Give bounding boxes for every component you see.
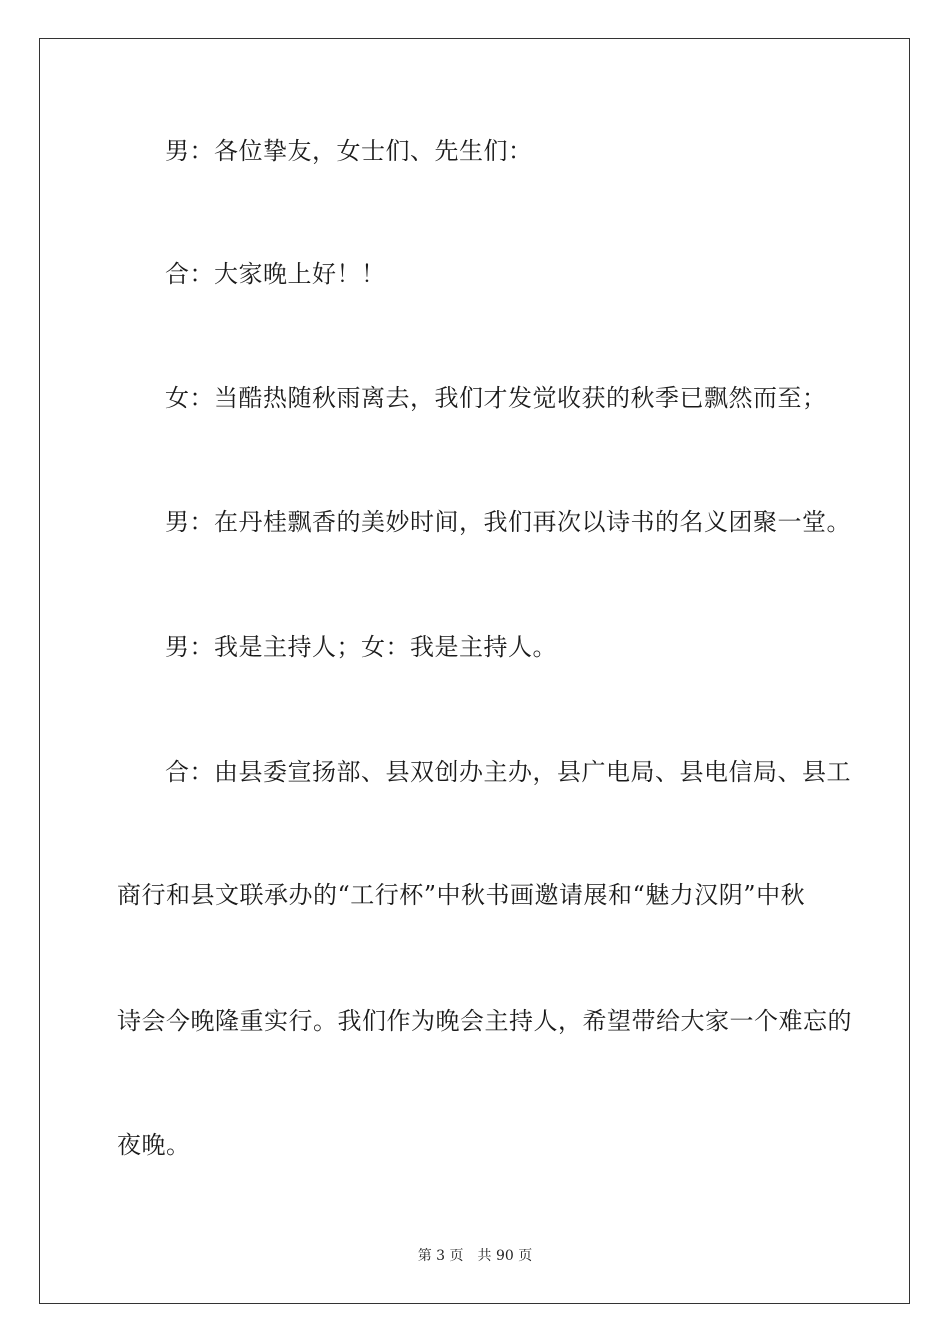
paragraph-line: 男：在丹桂飘香的美妙时间，我们再次以诗书的名义团聚一堂。 xyxy=(165,508,851,536)
page-number-footer: 第 3 页 共 90 页 xyxy=(417,1248,533,1264)
paragraph-line: 女：当酷热随秋雨离去，我们才发觉收获的秋季已飘然而至； xyxy=(165,384,827,412)
paragraph-line: 合：大家晚上好！！ xyxy=(165,260,386,288)
paragraph-line: 诗会今晚隆重实行。我们作为晚会主持人，希望带给大家一个难忘的 xyxy=(117,1007,852,1035)
paragraph-line: 男：各位挚友，女士们、先生们： xyxy=(165,137,533,165)
page-frame xyxy=(39,38,910,1304)
paragraph-line: 男：我是主持人；女：我是主持人。 xyxy=(165,633,557,661)
paragraph-line: 夜晚。 xyxy=(117,1131,191,1159)
paragraph-line: 合：由县委宣扬部、县双创办主办，县广电局、县电信局、县工 xyxy=(165,758,851,786)
paragraph-line: 商行和县文联承办的“工行杯”中秋书画邀请展和“魅力汉阴”中秋 xyxy=(117,881,806,909)
